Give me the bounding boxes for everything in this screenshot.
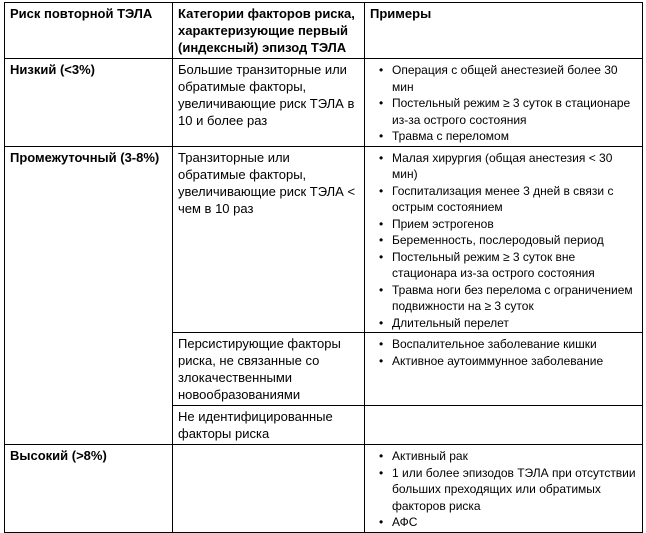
row-intermediate-transient bbox=[5, 146, 643, 333]
list-item: • Малая хирургия (общая анестезия < 30 мин) bbox=[392, 150, 638, 183]
risk-table bbox=[4, 2, 643, 533]
list-item: • Прием эстрогенов bbox=[392, 216, 638, 233]
row-high bbox=[5, 445, 643, 533]
list-item: • Травма с переломом bbox=[392, 128, 638, 145]
category-low: Большие транзиторные или обратимые факторы, увеличивающие риск ТЭЛА в 10 и более раз bbox=[173, 59, 365, 147]
category-intermediate-transient: Транзиторные или обратимые факторы, увеличивающие риск ТЭЛА < чем в 10 раз bbox=[173, 146, 365, 333]
risk-high: Высокий (>8%) bbox=[5, 445, 173, 533]
list-item: • 1 или более эпизодов ТЭЛА при отсутствии больших преходящих или обратимых факторов риска bbox=[392, 465, 638, 515]
row-low bbox=[5, 59, 643, 147]
header-risk: Риск повторной ТЭЛА bbox=[5, 3, 173, 59]
header-row bbox=[5, 3, 643, 59]
risk-low: Низкий (<3%) bbox=[5, 59, 173, 147]
list-item: • Активное аутоиммунное заболевание bbox=[392, 353, 638, 370]
header-examples: Примеры bbox=[365, 3, 643, 59]
list-item: • Беременность, послеродовый период bbox=[392, 232, 638, 249]
risk-intermediate: Промежуточный (3-8%) bbox=[5, 146, 173, 445]
category-high bbox=[173, 445, 365, 533]
examples-intermediate-unidentified bbox=[365, 406, 643, 445]
examples-high bbox=[365, 445, 643, 533]
list-item: • Активный рак bbox=[392, 448, 638, 465]
list-item: • Постельный режим ≥ 3 суток вне стационара из-за острого состояния bbox=[392, 249, 638, 282]
category-intermediate-unidentified: Не идентифицированные факторы риска bbox=[173, 406, 365, 445]
list-item: • Длительный перелет bbox=[392, 315, 638, 332]
list-item: • Воспалительное заболевание кишки bbox=[392, 336, 638, 353]
list-item: • Постельный режим ≥ 3 суток в стационаре из-за острого состояния bbox=[392, 95, 638, 128]
category-intermediate-persistent: Персистирующие факторы риска, не связанные со злокачественными новообразованиями bbox=[173, 333, 365, 406]
header-categories: Категории факторов риска, характеризующие первый (индексный) эпизод ТЭЛА bbox=[173, 3, 365, 59]
examples-intermediate-persistent bbox=[365, 333, 643, 406]
list-item: • Операция с общей анестезией более 30 мин bbox=[392, 62, 638, 95]
examples-intermediate-transient bbox=[365, 146, 643, 333]
list-item: • Травма ноги без перелома с ограничением подвижности на ≥ 3 суток bbox=[392, 282, 638, 315]
list-item: • Госпитализация менее 3 дней в связи с острым состоянием bbox=[392, 183, 638, 216]
list-item: • АФС bbox=[392, 514, 638, 531]
examples-low bbox=[365, 59, 643, 147]
